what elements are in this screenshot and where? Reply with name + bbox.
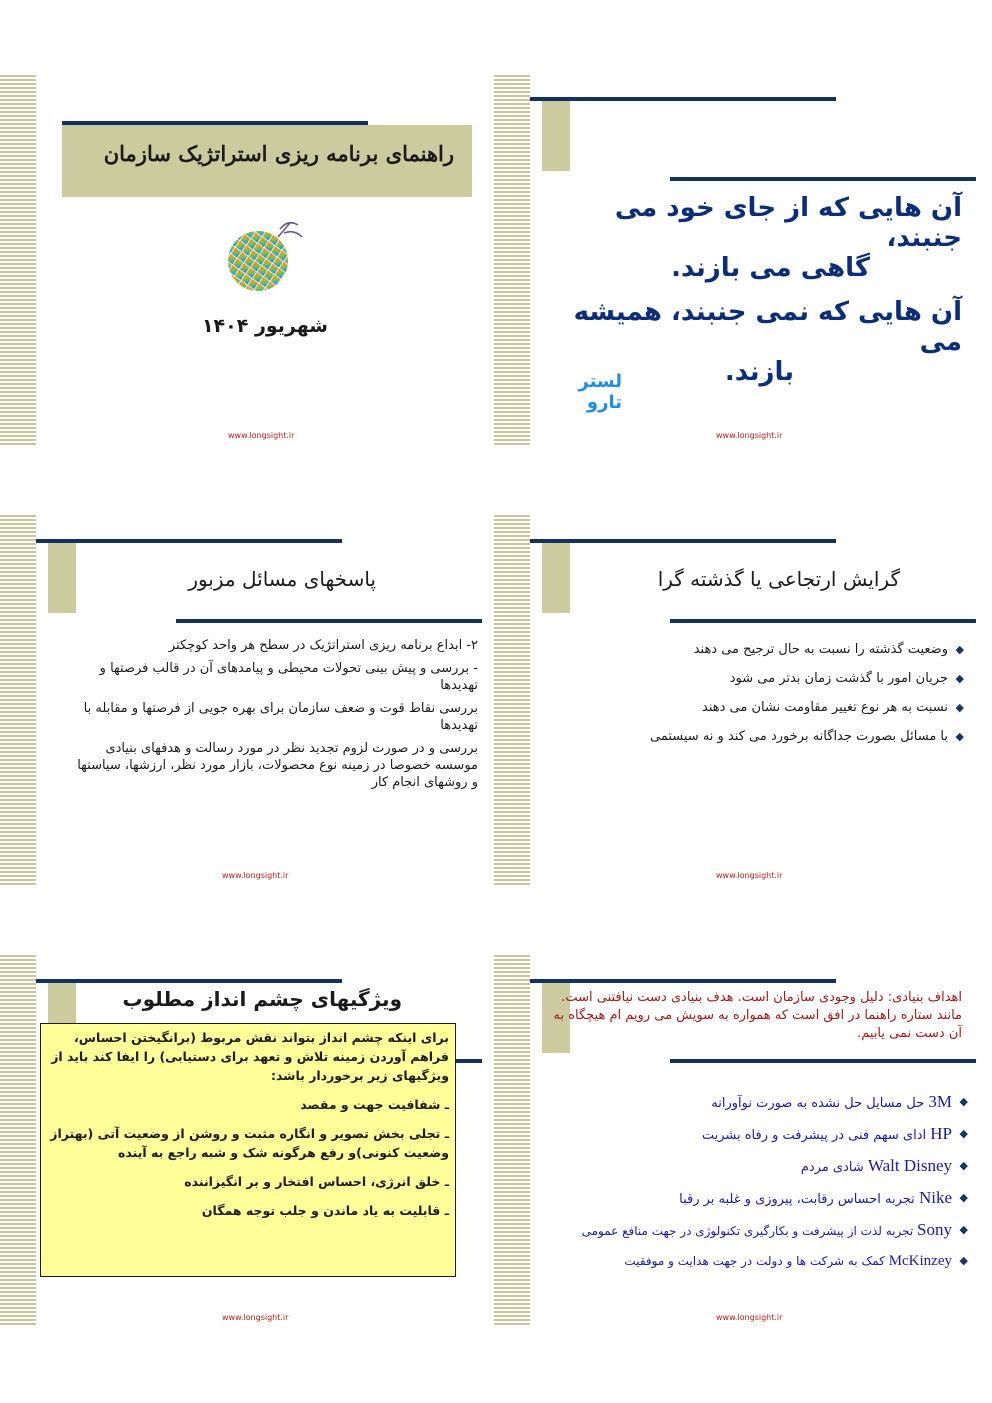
bullet-icon: ◆: [955, 701, 964, 714]
bullet-icon: ◆: [959, 1191, 968, 1204]
footer-link: www.longsight.ir: [222, 871, 289, 880]
footer-link: www.longsight.ir: [228, 431, 295, 440]
bullet-icon: ◆: [955, 672, 964, 685]
slide-title: [0, 75, 486, 447]
mid-rule: [670, 619, 976, 623]
company-name: Nike: [918, 1188, 952, 1207]
accent-block: [542, 543, 570, 613]
company-purpose: ادای سهم فنی در پیشرفت و رفاه بشریت: [701, 1128, 927, 1143]
bullet-icon: ◆: [959, 1223, 968, 1236]
slide-regressive: [494, 515, 980, 887]
decorative-stripes: [494, 75, 530, 447]
slide-quote: [494, 75, 980, 447]
footer-link: www.longsight.ir: [716, 871, 783, 880]
company-name: 3M: [928, 1092, 952, 1111]
list-item: ◆ جریان امور با گذشت زمان بدتر می شود: [729, 671, 964, 686]
top-rule: [530, 97, 836, 101]
mid-rule: [670, 177, 976, 181]
organization-logo: [218, 215, 310, 299]
company-purpose-list: [518, 1093, 968, 1270]
bullet-icon: ◆: [959, 1127, 968, 1140]
list-item: ◆ با مسائل بصورت جداگانه برخورد می کند و نه سیستمی: [650, 729, 964, 744]
top-rule: [36, 539, 342, 543]
vision-intro: برای اینکه چشم انداز بتواند نقش مربوط (برانگیختن احساس، فراهم آوردن زمینه تلاش و تعهد برای دستیابی) را ایفا کند باید از ویژگیهای زیر برخوردار باشد:: [51, 1030, 449, 1083]
quote-author: لستر تارو: [578, 371, 622, 413]
quote-text: [540, 193, 962, 387]
list-item: [518, 1125, 968, 1145]
quote-line: آن هایی که از جای خود می جنبند،: [614, 193, 962, 253]
mid-rule: [176, 619, 482, 623]
slide-core-purpose: [494, 955, 980, 1327]
list-item: [518, 1221, 968, 1240]
core-purpose-intro: اهداف بنیادی: دلیل وجودی سازمان است. هدف بنیادی دست نیافتنی است. مانند ستاره راهنما در افق است که همواره به سویش می رویم ام هیچگاه به آن دست نمی یابیم.: [553, 990, 962, 1041]
top-rule: [530, 979, 836, 983]
bullet-icon: ◆: [959, 1159, 968, 1172]
bullet-icon: ◆: [959, 1254, 968, 1267]
bullet-icon: ◆: [955, 643, 964, 656]
slide-title-text: پاسخهای مسائل مزبور: [188, 567, 376, 591]
accent-block: [48, 543, 76, 613]
list-item: ◆ نسبت به هر نوع تغییر مقاومت نشان می دهند: [702, 700, 964, 715]
footer-link: www.longsight.ir: [716, 431, 783, 440]
bullet-icon: ◆: [959, 1095, 968, 1108]
list-item: ـ قابلیت به یاد ماندن و جلب توجه همگان: [201, 1203, 449, 1218]
list-item: ـ خلق انرژی، احساس افتخار و بر انگیزاننده: [184, 1174, 449, 1189]
company-purpose: حل مسایل حل نشده به صورت نوآورانه: [711, 1096, 925, 1111]
list-item: [518, 1157, 968, 1177]
list-item: - بررسی و پیش بینی تحولات محیطی و پیامدهای آن در قالب فرصتها و تهدیدها: [99, 661, 478, 693]
quote-line: آن هایی که نمی جنبند، همیشه می: [573, 297, 962, 357]
responses-list: [74, 637, 478, 791]
bullet-icon: ◆: [955, 730, 964, 743]
quote-line: بازند.: [724, 357, 794, 387]
list-item: ـ شفافیت جهت و مقصد: [300, 1097, 449, 1112]
company-purpose: تجربه لذت از پیشرفت و بکارگیری تکنولوژی در جهت منافع عمومی: [581, 1224, 914, 1238]
footer-link: www.longsight.ir: [716, 1313, 783, 1322]
top-rule: [530, 539, 836, 543]
list-item: بررسی و در صورت لزوم تجدید نظر در مورد رسالت و هدفهای بنیادی موسسه خصوصا در زمینه نوع محصولات، بازار مورد نظر، ارزشها، سیاستها و روشهای انجام کار: [77, 741, 478, 790]
top-rule: [36, 979, 342, 983]
list-item: ۲- ابداع برنامه ریزی استراتژیک در سطح هر واحد کوچکتر: [168, 638, 478, 653]
company-name: HP: [930, 1124, 952, 1143]
company-purpose: تجربه احساس رقابت، پیروزی و غلبه بر رقبا: [679, 1192, 915, 1207]
regressive-list: [564, 641, 964, 745]
list-item: [518, 1093, 968, 1113]
list-item: [518, 1252, 968, 1270]
list-item: [518, 1189, 968, 1209]
company-name: Sony: [917, 1220, 952, 1239]
decorative-stripes: [0, 955, 36, 1327]
decorative-stripes: [0, 75, 36, 447]
list-item: ◆ وضعیت گذشته را نسبت به حال ترجیح می دهند: [693, 642, 964, 657]
mid-rule: [670, 1059, 976, 1063]
company-purpose: کمک به شرکت ها و دولت در جهت هدایت و موفقیت: [624, 1254, 885, 1268]
decorative-stripes: [0, 515, 36, 887]
decorative-stripes: [494, 515, 530, 887]
slide-responses: [0, 515, 486, 887]
document-date: شهریور ۱۴۰۴: [201, 315, 328, 337]
company-name: McKinzey: [888, 1253, 952, 1269]
list-item: ـ تجلی بخش تصویر و انگاره مثبت و روشن از وضعیت آتی (بهتراز وضعیت کنونی)و رفع هرگونه شک و شبه راجع به آینده: [50, 1126, 449, 1160]
accent-block: [542, 101, 570, 171]
quote-line: گاهی می بازند.: [671, 253, 870, 283]
slide-title-text: ویژگیهای چشم انداز مطلوب: [122, 987, 402, 1011]
slide-vision: [0, 955, 486, 1327]
vision-box: [40, 1023, 456, 1277]
document-title: راهنمای برنامه ریزی استراتژیک سازمان: [103, 141, 454, 166]
company-purpose: شادی مردم: [800, 1160, 864, 1175]
footer-link: www.longsight.ir: [222, 1313, 289, 1322]
company-name: Walt Disney: [867, 1156, 952, 1175]
slide-title-text: گرایش ارتجاعی یا گذشته گرا: [657, 567, 900, 591]
list-item: بررسی نقاط قوت و ضعف سازمان برای بهره جویی از فرصتها و مقابله با تهدیدها: [83, 701, 478, 733]
